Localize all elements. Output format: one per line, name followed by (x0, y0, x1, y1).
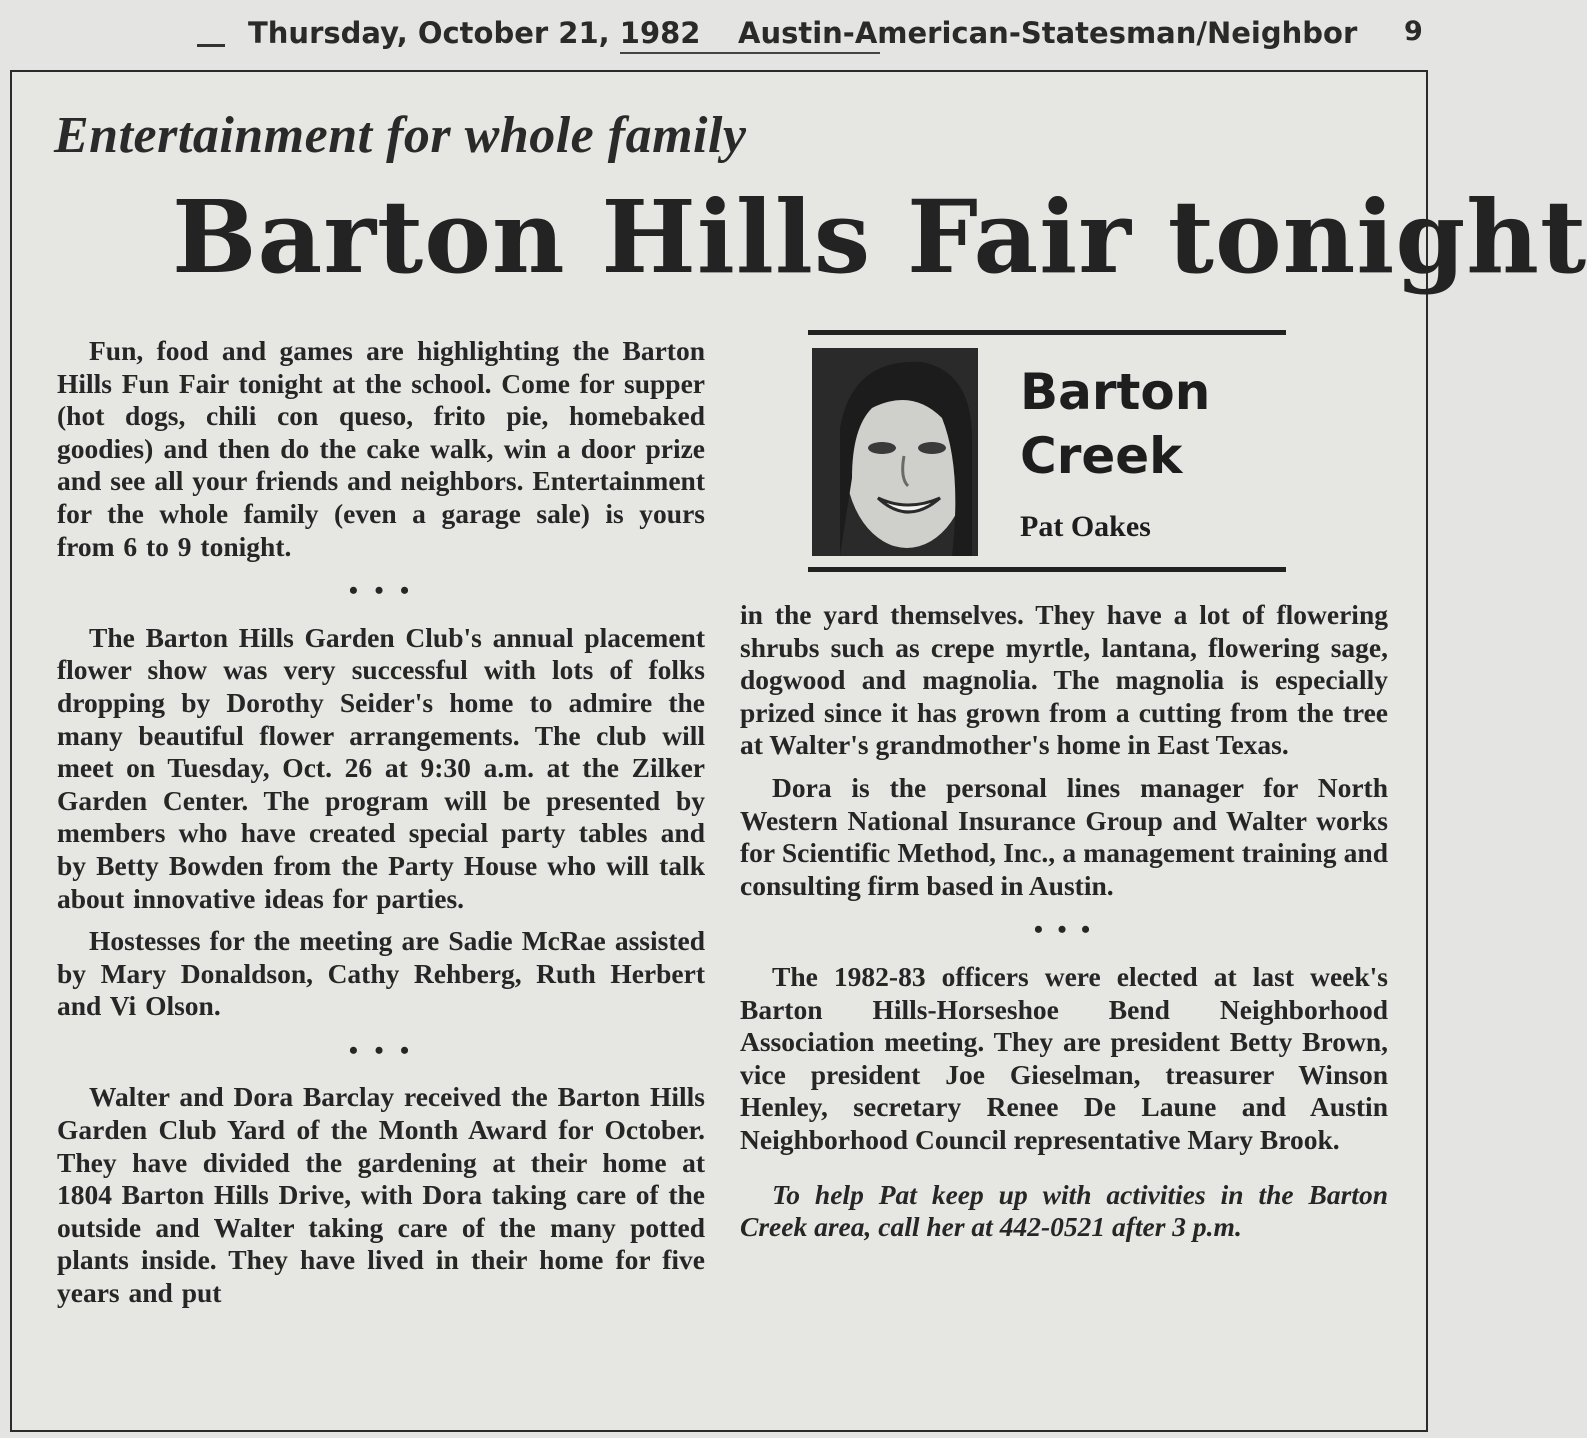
paragraph: Hostesses for the meeting are Sadie McRae assisted by Mary Donaldson, Cathy Rehberg, Ruth Herbert and Vi Olson. (57, 925, 705, 1022)
section-separator: • • • (348, 1035, 414, 1065)
section-separator: • • • (1033, 915, 1095, 945)
section-separator: • • • (348, 576, 414, 606)
column-rule-top (808, 330, 1286, 335)
paragraph: The Barton Hills Garden Club's annual placement flower show was very successful with lots of folks dropping by Dorothy Seider's home to admire the many beautiful flower arrangements. The club will meet on Tuesday, Oct. 26 at 9:30 a.m. at the Zilker Garden Center. The program will be presented by members who have created special party tables and by Betty Bowden from the Party House who will talk about innovative ideas for parties. (57, 621, 705, 914)
right-column (740, 599, 1388, 1244)
header-date: Thursday, October 21, 1982 (248, 16, 701, 50)
column-title-line1: Barton (1020, 363, 1211, 421)
page-header (0, 0, 1442, 68)
column-title (1020, 360, 1210, 488)
columnist-portrait-icon (812, 348, 978, 556)
column-header-box (808, 330, 1286, 576)
column-rule-bottom (808, 567, 1286, 572)
byline: Pat Oakes (1020, 510, 1151, 543)
article-headline: Barton Hills Fair tonight (172, 178, 1587, 296)
article-kicker: Entertainment for whole family (54, 107, 747, 164)
column-title-line2: Creek (1020, 427, 1183, 485)
page-number: 9 (1404, 16, 1423, 47)
left-column (57, 335, 705, 1310)
paragraph: Walter and Dora Barclay received the Barton Hills Garden Club Yard of the Month Award for October. They have divided the gardening at their home at 1804 Barton Hills Drive, with Dora taking care of the outside and Walter taking care of the many potted plants inside. They have lived in their home for five years and put (57, 1081, 705, 1309)
paragraph: in the yard themselves. They have a lot of flowering shrubs such as crepe myrtle, lantana, flowering sage, dogwood and magnolia. The magnolia is especially prized since it has grown from a cutting from the tree at Walter's grandmother's home in East Texas. (740, 599, 1388, 761)
paragraph: Fun, food and games are highlighting the Barton Hills Fun Fair tonight at the school. Come for supper (hot dogs, chili con queso, frito pie, homebaked goodies) and then do the cake walk, win a door prize and see all your friends and neighbors. Entertainment for the whole family (even a garage sale) is yours from 6 to 9 tonight. (57, 335, 705, 562)
header-dash (197, 44, 225, 47)
header-rule (620, 52, 880, 54)
header-paper-name: Austin-American-Statesman/Neighbor (738, 16, 1358, 50)
contact-note: To help Pat keep up with activities in the Barton Creek area, call her at 442-0521 after 3 p.m. (740, 1178, 1388, 1243)
paragraph: The 1982-83 officers were elected at last week's Barton Hills-Horseshoe Bend Neighborhood Association meeting. They are president Betty Brown, vice president Joe Gieselman, treasurer Winson Henley, secretary Renee De Laune and Austin Neighborhood Council representative Mary Brook. (740, 960, 1388, 1155)
paragraph: Dora is the personal lines manager for North Western National Insurance Group and Walter works for Scientific Method, Inc., a management training and consulting firm based in Austin. (740, 771, 1388, 901)
